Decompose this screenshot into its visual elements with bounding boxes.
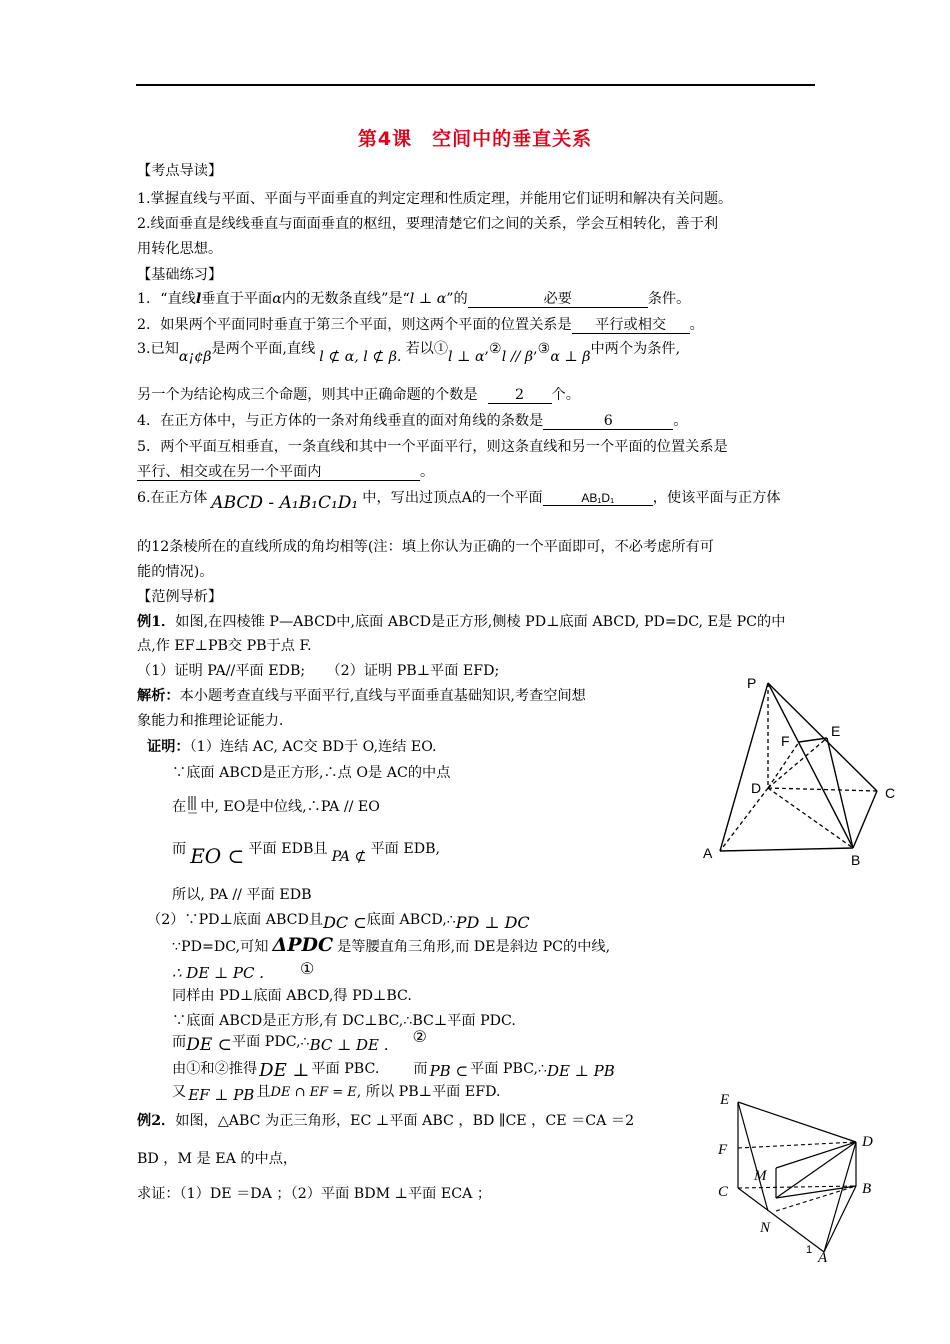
page-title: 第4课 空间中的垂直关系: [357, 128, 593, 150]
q6-answer: AB₁D₁: [543, 492, 653, 506]
label-P: P: [747, 675, 757, 691]
q3-c1: l ⊥ α: [448, 349, 485, 365]
question-5: 5．两个平面互相垂直，一条直线和其中一个平面平行，则这条直线和另一个平面的位置关系是: [137, 439, 728, 455]
proof-p1: （1）连结 AC, AC交 BD于 O,连结 EO.: [189, 739, 437, 755]
question-3-line2: [137, 384, 580, 404]
jiexi-text1: 本小题考查直线与平面平行,直线与平面垂直基础知识,考查空间想: [179, 688, 586, 704]
edge-CB: [738, 1186, 856, 1188]
q3-t4: ,③: [533, 341, 551, 357]
proof-p11-m: DE ⊂: [186, 1035, 232, 1055]
label-B2: B: [862, 1181, 872, 1197]
section-heading-jichu: 【基础练习】: [137, 267, 223, 283]
label-M2: M: [754, 1168, 767, 1184]
proof-2: ∵底面 ABCD是正方形,∴点 O是 AC的中点: [172, 765, 451, 781]
example-2-line3: 求证：（1）DE ＝DA ；（2）平面 BDM ⊥平面 ECA ；: [137, 1186, 492, 1202]
proof-p3b: 中, EO是中位线,∴PA // EO: [200, 799, 380, 815]
label-C: C: [885, 785, 896, 801]
proof-9: 同样由 PD⊥底面 ABCD,得 PD⊥BC.: [172, 988, 412, 1004]
question-4: [137, 410, 687, 430]
proof-1: [147, 736, 437, 756]
q2-answer: 平行或相交: [572, 318, 690, 334]
question-3: [137, 338, 681, 365]
figure-prism: [708, 1086, 888, 1271]
proof-p13-m: EF ⊥ PB: [188, 1086, 255, 1104]
label-F: F: [781, 733, 790, 749]
q3-suffix: 个。: [551, 387, 580, 403]
q5-suffix: 。: [420, 464, 435, 480]
proof-p12d: 平面 PBC,∴: [470, 1061, 548, 1077]
question-6-line2: 的12条棱所在的直线所成的角均相等(注：填上你认为正确的一个平面即可，不必考虑所有可: [137, 539, 714, 555]
q1-expr: l ⊥ α: [409, 291, 447, 307]
proof-p11b: 平面 PDC,∴: [231, 1034, 310, 1050]
kaodian-item-3: 用转化思想。: [137, 241, 223, 257]
label-A: A: [703, 845, 713, 861]
q6-cube: ABCD - A₁B₁C₁D₁: [211, 493, 359, 513]
q4-answer: 6: [543, 414, 673, 430]
proof-p11a: 而: [172, 1034, 187, 1050]
circle-1: ①: [300, 959, 315, 978]
ex1-label: 例1．: [137, 614, 176, 630]
proof-5: 所以, PA // 平面 EDB: [172, 887, 312, 903]
example-1-line1: [137, 611, 785, 631]
proof-p6-m: DC ⊂: [323, 913, 367, 932]
example-1-jiexi-2: 象能力和推理论证能力.: [137, 713, 284, 729]
label-A2: A: [818, 1250, 828, 1266]
question-6-line3: 能的情况)。: [137, 564, 214, 580]
proof-p13b: 且: [256, 1084, 271, 1100]
q4-suffix: 。: [673, 413, 688, 429]
q3-planes: α¡¢β: [178, 349, 212, 365]
edge-PA: [720, 683, 768, 851]
q3-t1: 是两个平面,直线: [211, 341, 316, 357]
q3-c3: α ⊥ β: [550, 349, 591, 365]
q3-cond: l ⊄ α, l ⊄ β.: [319, 349, 402, 365]
example-1-line2: 点,作 EF⊥PB交 PB于点 F.: [137, 638, 312, 654]
page-number: 1: [806, 1244, 813, 1256]
proof-p6b: 底面 ABCD,∴: [366, 912, 456, 928]
q3-prefix: 3.已知: [137, 341, 179, 357]
edge-AB: [720, 848, 853, 851]
jiexi-label: 解析：: [137, 688, 180, 704]
proof-13: [172, 1081, 501, 1104]
proof-p7b: 是等腰直角三角形,而 DE是斜边 PC的中线,: [337, 939, 611, 955]
proof-p4c: 平面 EDB,: [370, 841, 441, 857]
figure-pyramid: [695, 668, 910, 873]
q3-c2: l // β: [501, 349, 534, 365]
q4-text: 4．在正方体中，与正方体的一条对角线垂直的面对角线的条数是: [137, 413, 544, 429]
proof-p13a: 又: [172, 1084, 187, 1100]
proof-4: [172, 834, 441, 868]
question-1: [137, 288, 690, 308]
q2-text: 2．如果两个平面同时垂直于第三个平面，则这两个平面的位置关系是: [137, 317, 572, 333]
example-1-jiexi: [137, 685, 586, 705]
q1-mid1: 垂直于平面: [201, 291, 273, 307]
edge-FD: [738, 1142, 856, 1148]
q6-t2: ，使该平面与正方体: [652, 490, 781, 506]
proof-p13-m2: DE ∩ EF = E: [270, 1085, 357, 1100]
circle-2: ②: [412, 1027, 427, 1046]
question-5-line2: [137, 461, 434, 481]
edge-DA: [720, 788, 768, 851]
q1-mid3: ”的: [446, 291, 468, 307]
label-N2: N: [760, 1220, 771, 1236]
label-E2: E: [720, 1092, 730, 1108]
proof-p4a: 而: [172, 841, 187, 857]
example-1-parts: （1）证明 PA//平面 EDB; （2）证明 PB⊥平面 EFD;: [137, 663, 500, 679]
section-heading-kaodian: 【考点导读】: [137, 163, 223, 179]
proof-3: [172, 796, 380, 816]
proof-p8-m: ∴ DE ⊥ PC .: [172, 964, 265, 982]
kaodian-item-1: 1.掌握直线与平面、平面与平面垂直的判定定理和性质定理，并能用它们证明和解决有关问题。: [137, 191, 733, 207]
triangle-symbol: [186, 798, 200, 816]
q1-suffix: 条件。: [647, 291, 691, 307]
q1-l: l: [195, 291, 202, 307]
edge-PB: [768, 683, 853, 848]
q3-t2: 若以①: [405, 341, 449, 357]
proof-label: 证明：: [147, 739, 190, 755]
q1-mid2: 内的无数条直线”是“: [281, 291, 410, 307]
proof-p12b: 平面 PBC.: [311, 1061, 380, 1077]
proof-p4-pa: PA ⊄: [331, 849, 367, 865]
label-C2: C: [718, 1184, 729, 1200]
proof-p4-eo: EO ⊂: [190, 844, 245, 868]
proof-6: [147, 909, 530, 932]
ex1-text1: 如图,在四棱锥 P—ABCD中,底面 ABCD是正方形,侧棱 PD⊥底面 ABCD, PD=DC, E是 PC的中: [175, 614, 786, 630]
kaodian-item-2: 2.线面垂直是线线垂直与面面垂直的枢纽，要理清楚它们之间的关系，学会互相转化，善于利: [137, 216, 719, 232]
proof-p11-m2: BC ⊥ DE .: [309, 1036, 389, 1054]
proof-p3a: 在: [172, 799, 187, 815]
proof-p7-m: ΔPDC: [272, 934, 334, 956]
proof-p12-m3: DE ⊥ PB: [547, 1062, 615, 1080]
section-heading-fanli: 【范例导析】: [137, 589, 223, 605]
q3-t5: 中两个为条件,: [590, 341, 681, 357]
top-rule: [136, 84, 815, 86]
example-2-line2: BD ，M 是 EA 的中点，: [137, 1151, 298, 1167]
q1-alpha: α: [272, 291, 282, 307]
q1-prefix: 1．“直线: [137, 291, 196, 307]
q2-suffix: 。: [689, 317, 704, 333]
q1-answer: 必要: [468, 292, 648, 308]
q3-answer: 2: [488, 388, 552, 404]
edge-ED: [738, 1102, 856, 1142]
label-B: B: [851, 852, 861, 868]
label-F2: F: [718, 1142, 728, 1158]
proof-p12-m: DE ⊥: [259, 1060, 310, 1081]
proof-p6-m2: PD ⊥ DC: [455, 913, 530, 932]
label-E: E: [831, 723, 841, 739]
edge-NB: [776, 1186, 856, 1198]
proof-p12c: 而: [413, 1061, 428, 1077]
proof-p4b: 平面 EDB且: [248, 841, 328, 857]
label-D2: D: [862, 1134, 873, 1150]
edge-BC: [853, 791, 877, 848]
proof-12: [172, 1057, 615, 1081]
q6-t1: 中，写出过顶点A的一个平面: [362, 490, 543, 506]
proof-p13c: , 所以 PB⊥平面 EFD.: [356, 1084, 501, 1100]
proof-p7a: ∵PD=DC,可知: [172, 939, 269, 955]
proof-10: ∵底面 ABCD是正方形,有 DC⊥BC,∴BC⊥平面 PDC.: [172, 1013, 516, 1029]
q3-t3: ,②: [484, 341, 502, 357]
question-6: [137, 487, 781, 513]
q6-prefix: 6.在正方体: [137, 490, 208, 506]
q3-line2: 另一个为结论构成三个命题，则其中正确命题的个数是: [137, 387, 478, 403]
label-D: D: [751, 780, 762, 796]
ex2-text1: 如图，△ABC 为正三角形，EC ⊥平面 ABC ，BD ∥CE ，CE ＝CA ＝2: [175, 1113, 635, 1129]
q5-answer: 平行、相交或在另一个平面内: [137, 465, 420, 481]
proof-11: [172, 1027, 427, 1055]
ex2-label: 例2．: [137, 1113, 176, 1129]
edge-EN: [738, 1102, 768, 1211]
example-2-line1: [137, 1110, 634, 1130]
proof-7: [172, 934, 610, 956]
proof-p6a: （2）∵PD⊥底面 ABCD且: [147, 912, 324, 928]
question-2: [137, 314, 704, 334]
proof-8: [172, 959, 315, 982]
proof-p12-m2: PB ⊂: [429, 1062, 469, 1080]
proof-p12a: 由①和②推得: [172, 1061, 258, 1077]
